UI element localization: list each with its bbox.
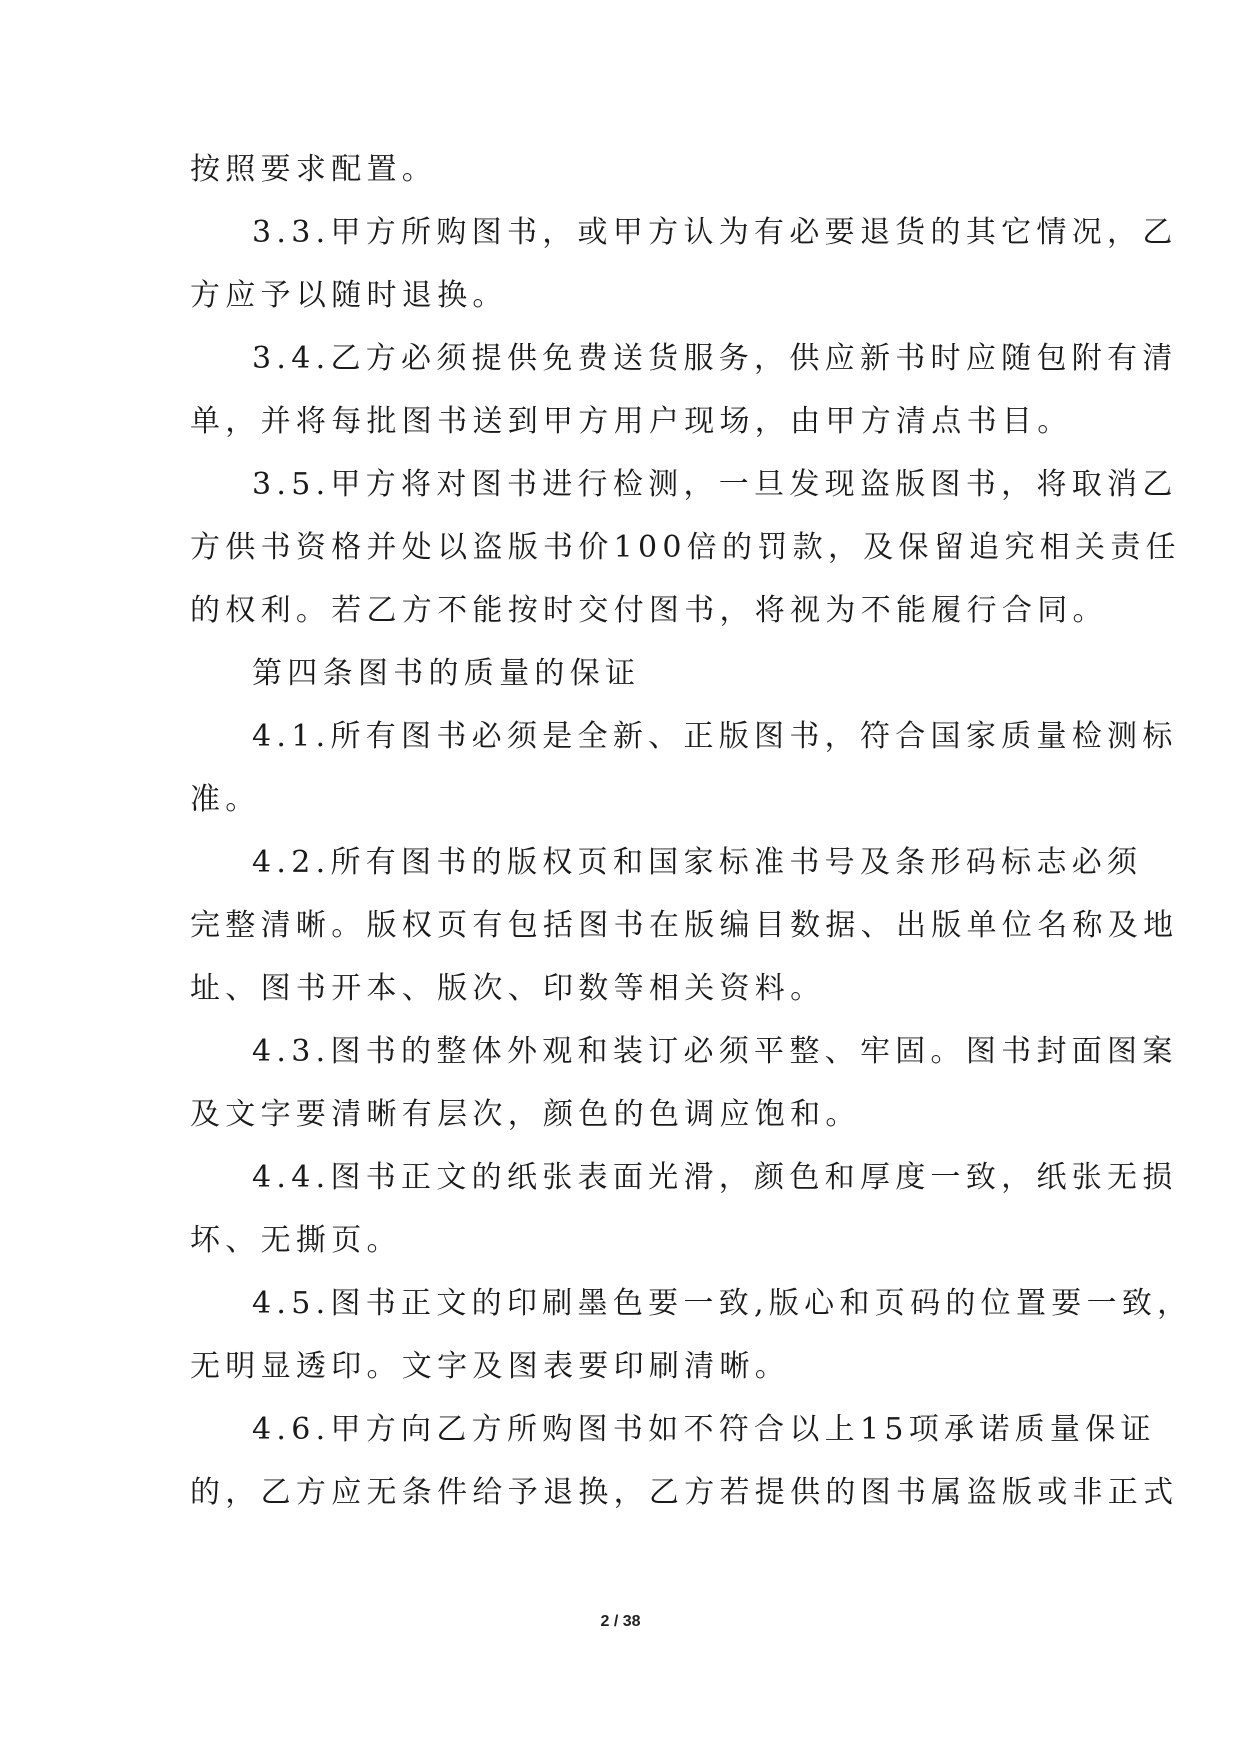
clause-3-3-line: 3.3.甲方所购图书，或甲方认为有必要退货的其它情况，乙 (252, 215, 1178, 250)
section-heading: 第四条图书的质量的保证 (252, 656, 641, 691)
text-line: 完整清晰。版权页有包括图书在版编目数据、出版单位名称及地 (190, 908, 1179, 943)
text-line: 单，并将每批图书送到甲方用户现场，由甲方清点书目。 (190, 404, 1073, 439)
text-line: 方供书资格并处以盗版书价100倍的罚款，及保留追究相关责任 (190, 530, 1181, 565)
text-line: 及文字要清晰有层次，颜色的色调应饱和。 (190, 1097, 861, 1132)
text-line: 按照要求配置。 (190, 152, 438, 187)
clause-4-3-line: 4.3.图书的整体外观和装订必须平整、牢固。图书封面图案 (252, 1034, 1178, 1069)
text-line: 坏、无撕页。 (190, 1223, 402, 1258)
text-line: 无明显透印。文字及图表要印刷清晰。 (190, 1349, 791, 1384)
text-line: 的权利。若乙方不能按时交付图书，将视为不能履行合同。 (190, 593, 1108, 628)
text-line: 址、图书开本、版次、印数等相关资料。 (190, 971, 826, 1006)
clause-3-5-line: 3.5.甲方将对图书进行检测，一旦发现盗版图书，将取消乙 (252, 467, 1178, 502)
clause-4-2-line: 4.2.所有图书的版权页和国家标准书号及条形码标志必须 (252, 845, 1143, 880)
clause-4-5-line: 4.5.图书正文的印刷墨色要一致,版心和页码的位置要一致， (252, 1286, 1193, 1321)
text-line: 的，乙方应无条件给予退换，乙方若提供的图书属盗版或非正式 (190, 1475, 1179, 1510)
page-number: 2 / 38 (600, 1613, 641, 1630)
text-line: 方应予以随时退换。 (190, 278, 508, 313)
clause-4-1-line: 4.1.所有图书必须是全新、正版图书，符合国家质量检测标 (252, 719, 1178, 754)
clause-4-6-line: 4.6.甲方向乙方所购图书如不符合以上15项承诺质量保证 (252, 1412, 1156, 1447)
text-line: 准。 (190, 782, 261, 817)
clause-4-4-line: 4.4.图书正文的纸张表面光滑，颜色和厚度一致，纸张无损 (252, 1160, 1178, 1195)
clause-3-4-line: 3.4.乙方必须提供免费送货服务，供应新书时应随包附有清 (252, 341, 1178, 376)
